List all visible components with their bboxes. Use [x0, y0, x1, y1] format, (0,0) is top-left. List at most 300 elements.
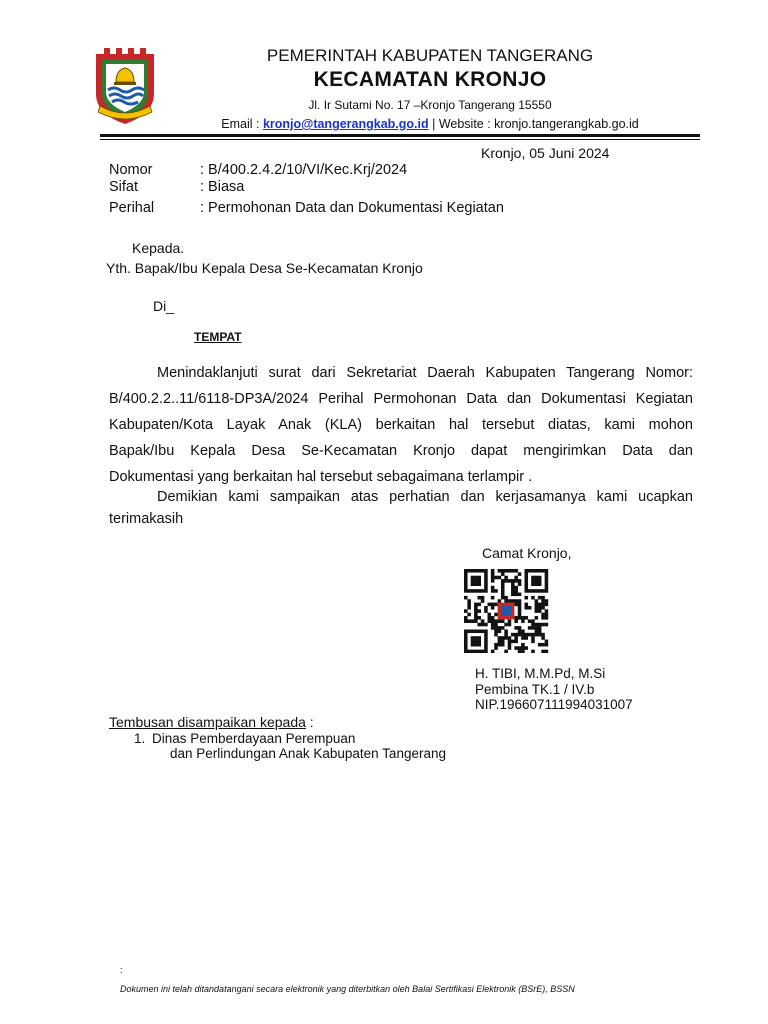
qr-module — [545, 599, 549, 603]
qr-module — [498, 640, 502, 644]
qr-module — [541, 606, 545, 610]
qr-module — [498, 619, 502, 623]
body-line: B/400.2.2..11/6118-DP3A/2024 Perihal Permohonan Data dan Dokumentasi Kegiatan — [109, 391, 693, 407]
qr-module — [494, 619, 498, 623]
qr-module — [514, 569, 518, 573]
qr-module — [514, 640, 518, 644]
qr-center-emblem-inner — [501, 606, 511, 616]
qr-module — [498, 576, 502, 580]
qr-module — [501, 569, 505, 573]
meta-value-perihal: : Permohonan Data dan Dokumentasi Kegiatan — [200, 200, 504, 216]
qr-module — [518, 593, 522, 597]
qr-module — [508, 623, 512, 627]
qr-module — [545, 616, 549, 620]
qr-module — [535, 589, 539, 593]
qr-module — [467, 619, 471, 623]
qr-module — [511, 586, 515, 590]
closing-line: Demikian kami sampaikan atas perhatian dan kerjasamanya kami ucapkan — [157, 489, 693, 505]
qr-module — [467, 650, 471, 653]
qr-module — [484, 629, 488, 633]
qr-module — [481, 623, 485, 627]
qr-module — [531, 569, 535, 573]
qr-module — [491, 626, 495, 630]
qr-module — [504, 599, 508, 603]
qr-module — [541, 623, 545, 627]
qr-module — [535, 582, 539, 586]
qr-module — [494, 623, 498, 627]
qr-module — [484, 623, 488, 627]
qr-module — [471, 619, 475, 623]
qr-module — [498, 629, 502, 633]
meta-label-nomor: Nomor — [109, 162, 153, 178]
qr-module — [481, 619, 485, 623]
qr-module — [477, 643, 481, 647]
qr-module — [545, 586, 549, 590]
qr-module — [491, 572, 495, 576]
qr-module — [464, 569, 468, 573]
contact-separator: | — [428, 117, 439, 131]
qr-module — [491, 619, 495, 623]
qr-module — [518, 633, 522, 637]
qr-module — [541, 643, 545, 647]
qr-module — [477, 582, 481, 586]
website-text: Website : kronjo.tangerangkab.go.id — [438, 117, 639, 131]
qr-module — [514, 576, 518, 580]
qr-module — [464, 636, 468, 640]
body-line: Dokumentasi yang berkaitan hal tersebut sebagaimana terlampir . — [109, 469, 533, 485]
qr-module — [518, 626, 522, 630]
qr-module — [501, 586, 505, 590]
qr-module — [504, 596, 508, 600]
qr-module — [535, 603, 539, 607]
qr-module — [467, 629, 471, 633]
qr-module — [514, 589, 518, 593]
qr-module — [477, 650, 481, 653]
regency-emblem-logo — [92, 46, 158, 126]
email-link[interactable]: kronjo@tangerangkab.go.id — [262, 117, 429, 131]
qr-module — [501, 596, 505, 600]
qr-module — [484, 633, 488, 637]
qr-module — [535, 626, 539, 630]
qr-module — [541, 636, 545, 640]
qr-module — [538, 643, 542, 647]
qr-module — [545, 576, 549, 580]
qr-module — [471, 640, 475, 644]
qr-module — [518, 609, 522, 613]
qr-module — [484, 646, 488, 650]
qr-module — [535, 599, 539, 603]
cc-heading — [109, 714, 314, 730]
qr-module — [484, 582, 488, 586]
body-paragraph — [109, 360, 693, 490]
qr-module — [491, 596, 495, 600]
qr-module — [511, 589, 515, 593]
qr-module — [501, 589, 505, 593]
qr-module — [521, 629, 525, 633]
qr-module — [501, 582, 505, 586]
qr-module — [524, 636, 528, 640]
qr-module — [494, 646, 498, 650]
qr-module — [538, 626, 542, 630]
qr-module — [511, 599, 515, 603]
qr-module — [518, 613, 522, 617]
qr-module — [524, 633, 528, 637]
qr-module — [484, 640, 488, 644]
qr-module — [481, 650, 485, 653]
qr-module — [501, 579, 505, 583]
qr-module — [514, 626, 518, 630]
qr-module — [474, 579, 478, 583]
qr-module — [498, 626, 502, 630]
qr-module — [477, 640, 481, 644]
qr-module — [538, 596, 542, 600]
to-label: Kepada. — [132, 240, 185, 256]
qr-module — [467, 603, 471, 607]
qr-module — [524, 596, 528, 600]
qr-module — [531, 619, 535, 623]
qr-module — [541, 589, 545, 593]
qr-module — [545, 589, 549, 593]
qr-module — [488, 616, 492, 620]
qr-module — [511, 640, 515, 644]
qr-module — [464, 616, 468, 620]
qr-module — [471, 629, 475, 633]
qr-module — [504, 629, 508, 633]
qr-module — [494, 589, 498, 593]
qr-module — [477, 616, 481, 620]
meta-value-sifat: : Biasa — [200, 179, 245, 195]
qr-module — [484, 579, 488, 583]
qr-module — [464, 596, 468, 600]
qr-module — [474, 609, 478, 613]
qr-module — [484, 606, 488, 610]
qr-module — [467, 589, 471, 593]
qr-module — [508, 636, 512, 640]
qr-module — [524, 582, 528, 586]
qr-module — [477, 629, 481, 633]
qr-module — [514, 619, 518, 623]
qr-module — [535, 606, 539, 610]
qr-module — [535, 633, 539, 637]
qr-module — [541, 603, 545, 607]
qr-module — [511, 633, 515, 637]
qr-module — [528, 626, 532, 630]
qr-module — [477, 609, 481, 613]
qr-module — [545, 603, 549, 607]
qr-module — [464, 646, 468, 650]
qr-module — [538, 603, 542, 607]
qr-module — [541, 569, 545, 573]
qr-module — [464, 629, 468, 633]
qr-module — [504, 569, 508, 573]
qr-module — [464, 586, 468, 590]
qr-module — [528, 569, 532, 573]
qr-module — [545, 579, 549, 583]
qr-module — [545, 613, 549, 617]
qr-module — [508, 640, 512, 644]
signatory-title: Camat Kronjo, — [482, 545, 572, 561]
qr-module — [481, 589, 485, 593]
qr-module — [504, 650, 508, 653]
qr-module — [535, 623, 539, 627]
qr-module — [541, 616, 545, 620]
qr-module — [474, 650, 478, 653]
qr-module — [508, 569, 512, 573]
qr-module — [545, 650, 549, 653]
qr-module — [521, 636, 525, 640]
qr-module — [535, 579, 539, 583]
qr-module — [477, 576, 481, 580]
qr-module — [531, 626, 535, 630]
qr-module — [474, 640, 478, 644]
qr-module — [498, 636, 502, 640]
qr-module — [528, 619, 532, 623]
qr-module — [531, 633, 535, 637]
qr-module — [514, 603, 518, 607]
qr-module — [467, 606, 471, 610]
qr-module — [481, 569, 485, 573]
qr-module — [464, 576, 468, 580]
government-name: PEMERINTAH KABUPATEN TANGERANG — [266, 46, 594, 65]
qr-module — [524, 579, 528, 583]
qr-module — [518, 646, 522, 650]
qr-module — [531, 640, 535, 644]
email-label: Email : — [221, 117, 263, 131]
qr-module — [471, 589, 475, 593]
qr-module — [471, 569, 475, 573]
qr-module — [501, 619, 505, 623]
qr-module — [464, 589, 468, 593]
qr-module — [524, 606, 528, 610]
qr-module — [518, 603, 522, 607]
qr-module — [531, 636, 535, 640]
qr-module — [471, 576, 475, 580]
qr-module — [474, 603, 478, 607]
qr-module — [514, 593, 518, 597]
qr-module — [501, 626, 505, 630]
qr-module — [521, 619, 525, 623]
qr-module — [467, 569, 471, 573]
qr-module — [518, 582, 522, 586]
qr-module — [531, 582, 535, 586]
di-label: Di_ — [153, 298, 175, 314]
qr-module — [488, 603, 492, 607]
qr-module — [464, 633, 468, 637]
qr-module — [477, 579, 481, 583]
qr-module — [518, 572, 522, 576]
qr-module — [538, 569, 542, 573]
qr-module — [538, 623, 542, 627]
qr-module — [521, 633, 525, 637]
qr-module — [508, 579, 512, 583]
qr-module — [514, 646, 518, 650]
qr-module — [474, 576, 478, 580]
qr-module — [474, 619, 478, 623]
meta-label-perihal: Perihal — [109, 200, 155, 216]
qr-code — [462, 569, 550, 653]
qr-module — [541, 599, 545, 603]
qr-module — [464, 609, 468, 613]
qr-module — [541, 650, 545, 653]
qr-module — [484, 643, 488, 647]
qr-module — [484, 569, 488, 573]
qr-module — [474, 569, 478, 573]
signatory-name: H. TIBI, M.M.Pd, M.Si — [475, 666, 606, 681]
qr-module — [474, 606, 478, 610]
qr-module — [514, 616, 518, 620]
qr-module — [541, 633, 545, 637]
qr-module — [535, 576, 539, 580]
place-date: Kronjo, 05 Juni 2024 — [481, 145, 610, 161]
qr-module — [535, 629, 539, 633]
qr-module — [484, 609, 488, 613]
qr-module — [494, 633, 498, 637]
qr-module — [508, 619, 512, 623]
qr-module — [471, 636, 475, 640]
signatory-rank: Pembina TK.1 / IV.b — [475, 682, 595, 697]
qr-module — [501, 572, 505, 576]
qr-module — [518, 606, 522, 610]
qr-module — [514, 633, 518, 637]
qr-module — [538, 576, 542, 580]
qr-module — [521, 616, 525, 620]
qr-module — [524, 586, 528, 590]
qr-module — [514, 586, 518, 590]
qr-module — [501, 643, 505, 647]
qr-module — [528, 633, 532, 637]
qr-module — [474, 589, 478, 593]
qr-module — [508, 646, 512, 650]
office-address: Jl. Ir Sutami No. 17 –Kronjo Tangerang 15550 — [308, 98, 552, 112]
qr-module — [531, 589, 535, 593]
qr-module — [514, 636, 518, 640]
qr-module — [504, 633, 508, 637]
qr-module — [464, 579, 468, 583]
qr-module — [531, 650, 535, 653]
qr-module — [524, 572, 528, 576]
qr-module — [494, 643, 498, 647]
qr-module — [504, 576, 508, 580]
qr-module — [491, 569, 495, 573]
qr-module — [514, 579, 518, 583]
qr-module — [491, 603, 495, 607]
footer-mark: : — [120, 965, 123, 975]
qr-module — [471, 582, 475, 586]
qr-module — [464, 572, 468, 576]
qr-module — [474, 613, 478, 617]
qr-module — [524, 569, 528, 573]
cc-heading-text: Tembusan disampaikan kepada — [109, 714, 306, 730]
qr-module — [538, 629, 542, 633]
closing-paragraph — [109, 486, 693, 530]
qr-module — [467, 599, 471, 603]
qr-module — [464, 619, 468, 623]
qr-module — [524, 616, 528, 620]
qr-module — [511, 569, 515, 573]
qr-module — [477, 603, 481, 607]
body-line: Kabupaten/Kota Layak Anak (KLA) berkaitan hal tersebut diatas, kami mohon — [109, 417, 693, 433]
qr-module — [471, 579, 475, 583]
qr-module — [535, 569, 539, 573]
qr-module — [491, 586, 495, 590]
qr-module — [477, 596, 481, 600]
qr-module — [531, 576, 535, 580]
qr-module — [481, 596, 485, 600]
qr-module — [498, 599, 502, 603]
qr-module — [467, 613, 471, 617]
contact-line — [150, 117, 710, 131]
qr-module — [545, 572, 549, 576]
qr-module — [514, 599, 518, 603]
qr-module — [538, 606, 542, 610]
qr-module — [474, 629, 478, 633]
qr-module — [528, 606, 532, 610]
qr-module — [511, 593, 515, 597]
qr-module — [474, 582, 478, 586]
qr-module — [504, 636, 508, 640]
header-divider-thin — [100, 139, 700, 140]
qr-module — [538, 633, 542, 637]
qr-module — [494, 629, 498, 633]
closing-line: terimakasih — [109, 511, 184, 527]
qr-module — [494, 576, 498, 580]
qr-module — [541, 596, 545, 600]
qr-module — [538, 582, 542, 586]
qr-module — [491, 589, 495, 593]
signatory-nip: NIP.196607111994031007 — [475, 697, 633, 712]
qr-module — [494, 613, 498, 617]
qr-module — [531, 623, 535, 627]
cc-item-number: 1. — [134, 731, 146, 746]
qr-module — [518, 650, 522, 653]
qr-module — [471, 650, 475, 653]
qr-module — [498, 569, 502, 573]
office-name: KECAMATAN KRONJO — [313, 68, 547, 91]
qr-module — [524, 646, 528, 650]
qr-module — [518, 579, 522, 583]
qr-module — [521, 643, 525, 647]
qr-module — [484, 586, 488, 590]
qr-module — [464, 643, 468, 647]
qr-module — [511, 579, 515, 583]
qr-module — [494, 626, 498, 630]
header-divider — [100, 134, 700, 137]
qr-module — [491, 616, 495, 620]
qr-module — [481, 629, 485, 633]
qr-module — [545, 643, 549, 647]
qr-module — [481, 599, 485, 603]
qr-module — [518, 599, 522, 603]
qr-module — [471, 643, 475, 647]
qr-module — [494, 603, 498, 607]
qr-module — [477, 569, 481, 573]
qr-module — [531, 596, 535, 600]
qr-module — [477, 589, 481, 593]
qr-module — [518, 629, 522, 633]
qr-module — [545, 582, 549, 586]
qr-module — [484, 572, 488, 576]
qr-module — [488, 613, 492, 617]
qr-module — [508, 599, 512, 603]
qr-module — [488, 619, 492, 623]
qr-module — [477, 636, 481, 640]
qr-module — [524, 576, 528, 580]
qr-module — [538, 609, 542, 613]
qr-module — [491, 606, 495, 610]
qr-module — [538, 589, 542, 593]
qr-module — [501, 593, 505, 597]
qr-module — [484, 589, 488, 593]
